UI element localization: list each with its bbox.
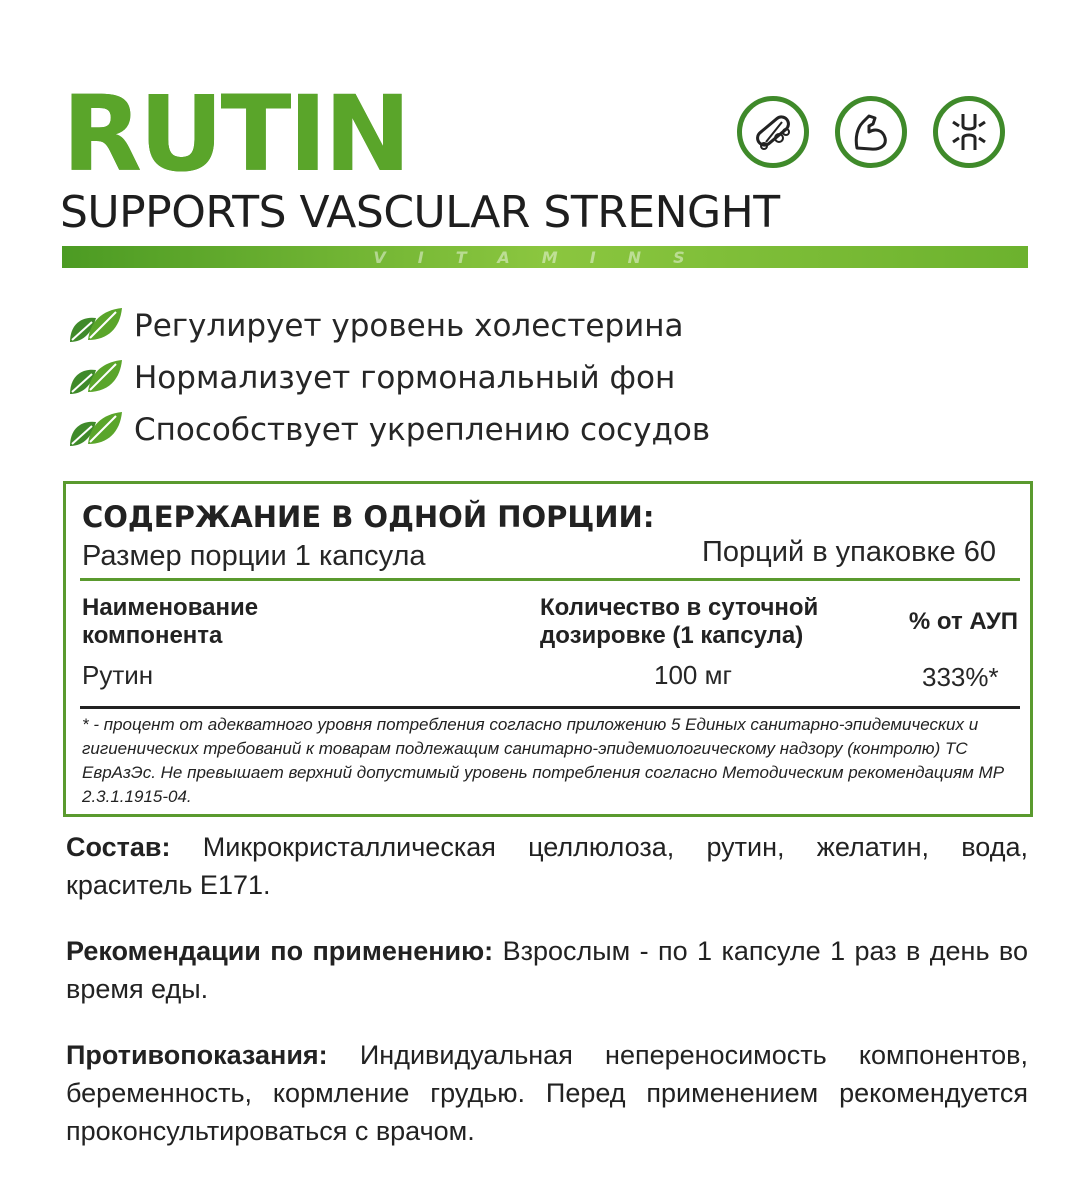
contraindications-label: Противопоказания: xyxy=(66,1040,328,1070)
feature-badges xyxy=(737,96,1005,168)
column-header-name-line: компонента xyxy=(82,622,223,649)
benefit-item xyxy=(66,352,710,404)
benefit-item xyxy=(66,404,710,456)
leaf-icon xyxy=(66,354,124,402)
ingredient-dv: 333%* xyxy=(922,662,999,692)
servings-per-pack: Порций в упаковке 60 xyxy=(702,536,996,568)
composition-label: Состав: xyxy=(66,832,171,862)
facts-divider xyxy=(80,578,1020,581)
benefit-item xyxy=(66,300,710,352)
capsules-icon xyxy=(737,96,809,168)
benefit-text: Регулирует уровень холестерина xyxy=(134,308,684,344)
product-subtitle: SUPPORTS VASCULAR STRENGHT xyxy=(60,187,780,238)
ingredient-amount: 100 мг xyxy=(654,660,732,690)
benefits-list xyxy=(66,300,710,456)
usage-section xyxy=(66,932,1028,1008)
column-header-name xyxy=(82,594,258,650)
ingredient-name: Рутин xyxy=(82,660,154,690)
composition-section xyxy=(66,828,1028,904)
leaf-icon xyxy=(66,302,124,350)
band-text: VITAMINS xyxy=(373,247,717,267)
column-header-amount-line: дозировке (1 капсула) xyxy=(540,622,804,649)
composition-text: Микрокристаллическая целлюлоза, рутин, желатин, вода, краситель Е171. xyxy=(66,832,1028,900)
contraindications-section xyxy=(66,1036,1028,1150)
benefit-text: Нормализует гормональный фон xyxy=(134,360,676,396)
usage-text: Взрослым - по 1 капсуле 1 раз в день во время еды. xyxy=(66,936,1028,1004)
serving-size: Размер порции 1 капсула xyxy=(82,540,426,572)
facts-heading: СОДЕРЖАНИЕ В ОДНОЙ ПОРЦИИ: xyxy=(82,500,655,534)
column-header-amount xyxy=(540,594,818,650)
product-title: RUTIN xyxy=(62,73,409,195)
joint-icon xyxy=(933,96,1005,168)
vitamins-band xyxy=(62,246,1028,268)
facts-footnote: * - процент от адекватного уровня потребления согласно приложению 5 Единых санитарно-эпидемических и гигиенических требований к товарам подлежащим санитарно-эпидемиологическому надзору (контролю) ТС ЕврАзЭс. Не превышает верхний допустимый уровень потребления согласно Методическим рекомендациям МР 2.3.1.1915-04. xyxy=(82,715,1005,806)
usage-label: Рекомендации по применению: xyxy=(66,936,494,966)
column-header-amount-line: Количество в суточной xyxy=(540,594,819,621)
table-bottom-rule xyxy=(80,706,1020,709)
column-header-dv: % от АУП xyxy=(908,608,1018,635)
column-header-name-line: Наименование xyxy=(82,594,259,621)
benefit-text: Способствует укреплению сосудов xyxy=(134,412,711,448)
strength-arm-icon xyxy=(835,96,907,168)
leaf-icon xyxy=(66,406,124,454)
supplement-facts-panel xyxy=(63,481,1033,817)
contraindications-text: Индивидуальная непереносимость компонентов, беременность, кормление грудью. Перед применением рекомендуется проконсультироваться с врачом. xyxy=(66,1040,1028,1146)
